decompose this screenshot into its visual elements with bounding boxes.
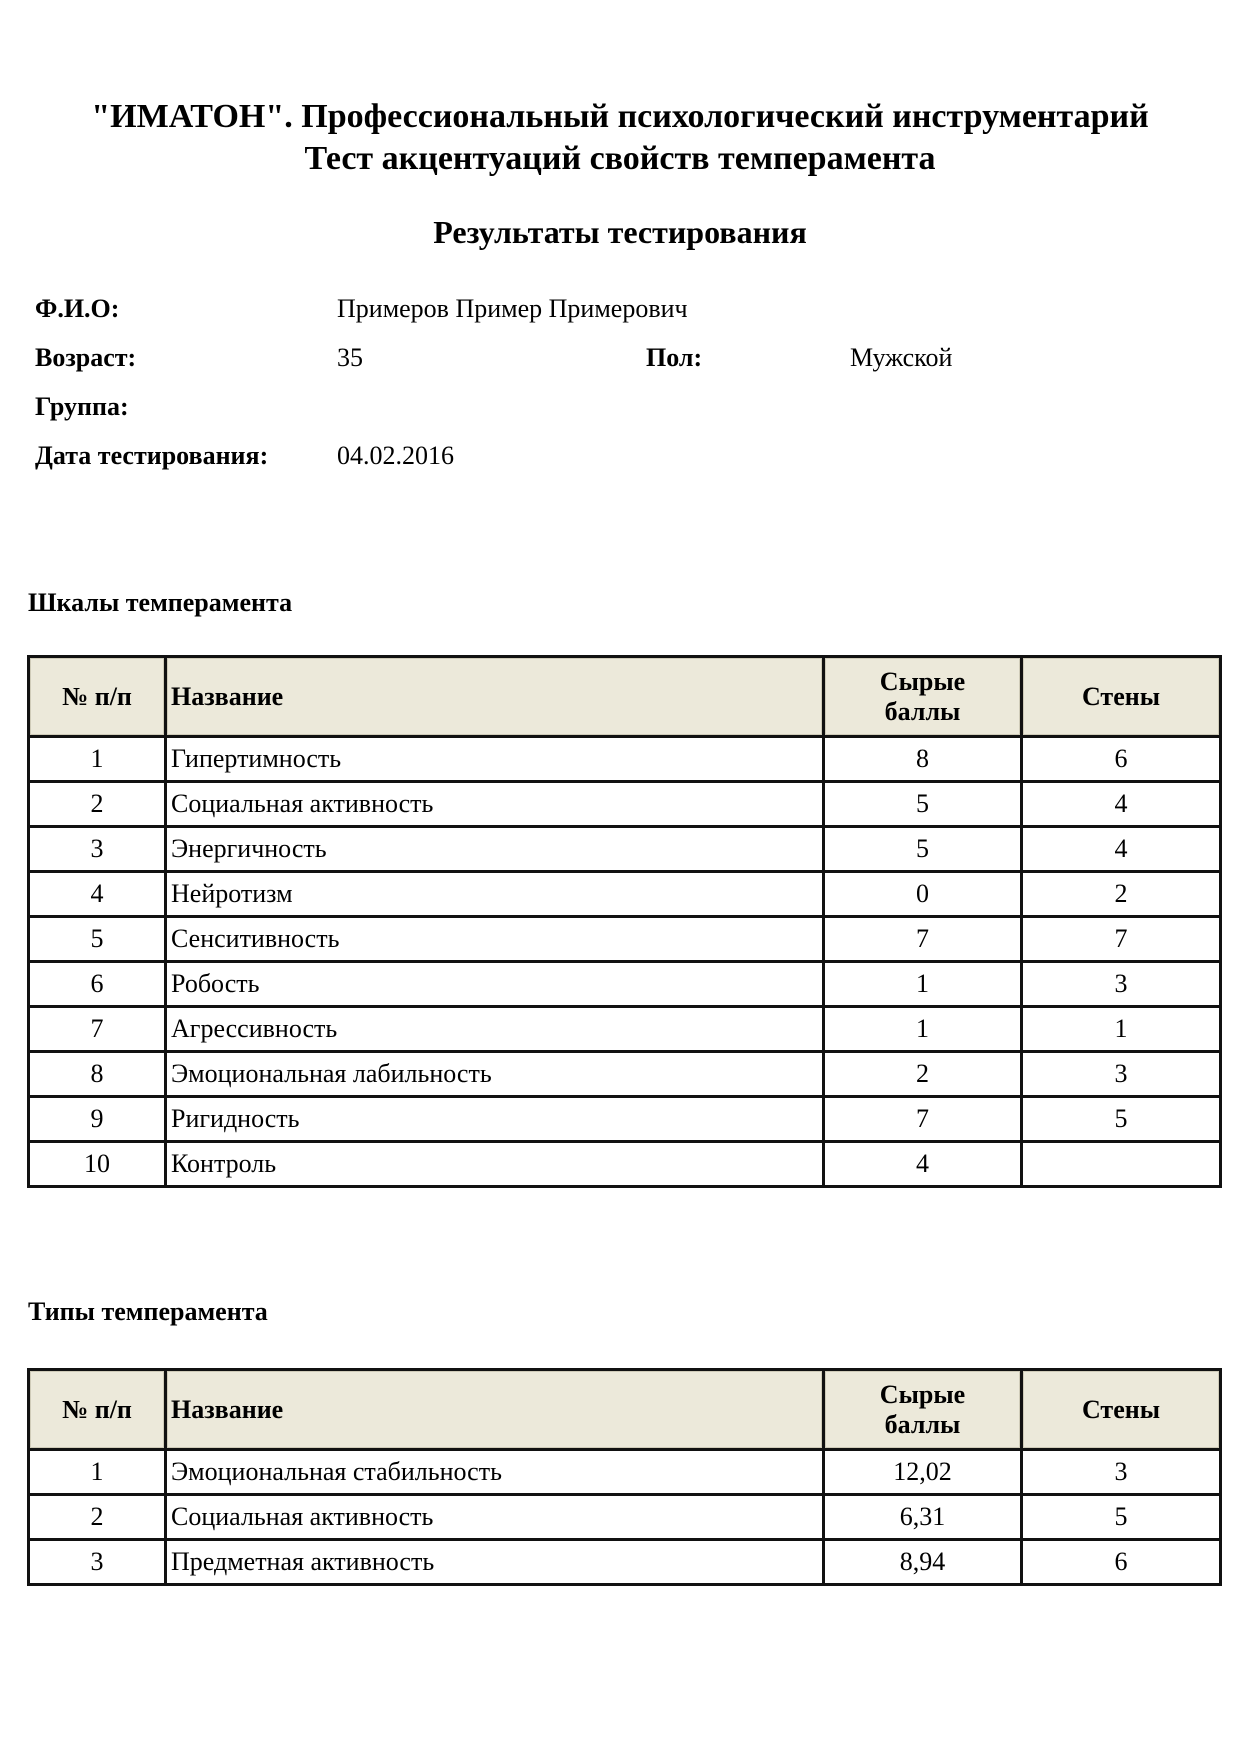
table-row <box>30 1496 1222 1541</box>
cell-sten: 3 <box>1023 963 1222 1008</box>
cell-sten: 1 <box>1023 1008 1222 1053</box>
cell-name: Робость <box>167 963 825 1008</box>
cell-sten: 3 <box>1023 1053 1222 1098</box>
cell-sten: 2 <box>1023 873 1222 918</box>
cell-raw: 4 <box>825 1143 1023 1188</box>
column-header-name: Название <box>167 658 825 738</box>
date-value: 04.02.2016 <box>337 441 454 470</box>
cell-sten <box>1023 1143 1222 1188</box>
cell-raw: 5 <box>825 783 1023 828</box>
scales-table <box>27 655 1222 1188</box>
sex-value: Мужской <box>850 343 953 372</box>
cell-name: Агрессивность <box>167 1008 825 1053</box>
cell-name: Социальная активность <box>167 1496 825 1541</box>
cell-raw: 6,31 <box>825 1496 1023 1541</box>
name-label: Ф.И.О: <box>35 294 120 323</box>
cell-sten: 4 <box>1023 783 1222 828</box>
table-row <box>30 918 1222 963</box>
cell-name: Эмоциональная стабильность <box>167 1451 825 1496</box>
cell-sten: 6 <box>1023 738 1222 783</box>
age-value: 35 <box>337 343 363 372</box>
table-row <box>30 738 1222 783</box>
cell-sten: 7 <box>1023 918 1222 963</box>
cell-num: 2 <box>30 783 167 828</box>
types-table <box>27 1368 1222 1586</box>
cell-num: 9 <box>30 1098 167 1143</box>
cell-name: Нейротизм <box>167 873 825 918</box>
table-row <box>30 1053 1222 1098</box>
column-header-sten: Стены <box>1023 1371 1222 1451</box>
cell-num: 10 <box>30 1143 167 1188</box>
cell-sten: 6 <box>1023 1541 1222 1586</box>
report-title-line1: "ИМАТОН". Профессиональный психологический инструментарий <box>91 98 1149 135</box>
cell-num: 8 <box>30 1053 167 1098</box>
table-row <box>30 1143 1222 1188</box>
column-header-raw: Сырые баллы <box>825 1371 1023 1451</box>
cell-name: Энергичность <box>167 828 825 873</box>
table-row <box>30 828 1222 873</box>
column-header-num: № п/п <box>30 658 167 738</box>
cell-name: Контроль <box>167 1143 825 1188</box>
cell-raw: 12,02 <box>825 1451 1023 1496</box>
name-value: Примеров Пример Примерович <box>337 294 688 323</box>
cell-raw: 5 <box>825 828 1023 873</box>
cell-num: 1 <box>30 1451 167 1496</box>
cell-name: Предметная активность <box>167 1541 825 1586</box>
cell-sten: 3 <box>1023 1451 1222 1496</box>
cell-name: Эмоциональная лабильность <box>167 1053 825 1098</box>
cell-num: 3 <box>30 828 167 873</box>
cell-num: 5 <box>30 918 167 963</box>
types-heading: Типы темперамента <box>28 1297 268 1326</box>
date-label: Дата тестирования: <box>35 441 269 470</box>
report-subtitle: Результаты тестирования <box>433 214 807 250</box>
table-row <box>30 1451 1222 1496</box>
table-header-row <box>30 1371 1222 1451</box>
report-title-line2: Тест акцентуаций свойств темперамента <box>304 140 936 177</box>
cell-raw: 1 <box>825 963 1023 1008</box>
table-row <box>30 1541 1222 1586</box>
cell-raw: 0 <box>825 873 1023 918</box>
table-row <box>30 783 1222 828</box>
cell-raw: 1 <box>825 1008 1023 1053</box>
cell-sten: 4 <box>1023 828 1222 873</box>
cell-name: Сенситивность <box>167 918 825 963</box>
sex-label: Пол: <box>646 343 703 372</box>
cell-num: 3 <box>30 1541 167 1586</box>
table-header-row <box>30 658 1222 738</box>
cell-num: 6 <box>30 963 167 1008</box>
group-label: Группа: <box>35 392 129 421</box>
cell-raw: 7 <box>825 1098 1023 1143</box>
cell-raw: 8,94 <box>825 1541 1023 1586</box>
cell-sten: 5 <box>1023 1496 1222 1541</box>
scales-heading: Шкалы темперамента <box>28 588 293 617</box>
column-header-num: № п/п <box>30 1371 167 1451</box>
cell-num: 2 <box>30 1496 167 1541</box>
cell-num: 1 <box>30 738 167 783</box>
cell-num: 4 <box>30 873 167 918</box>
cell-name: Ригидность <box>167 1098 825 1143</box>
table-row <box>30 963 1222 1008</box>
cell-raw: 7 <box>825 918 1023 963</box>
cell-name: Гипертимность <box>167 738 825 783</box>
cell-name: Социальная активность <box>167 783 825 828</box>
column-header-name: Название <box>167 1371 825 1451</box>
cell-sten: 5 <box>1023 1098 1222 1143</box>
cell-raw: 8 <box>825 738 1023 783</box>
cell-num: 7 <box>30 1008 167 1053</box>
age-label: Возраст: <box>35 343 137 372</box>
cell-raw: 2 <box>825 1053 1023 1098</box>
table-row <box>30 873 1222 918</box>
table-row <box>30 1008 1222 1053</box>
column-header-sten: Стены <box>1023 658 1222 738</box>
column-header-raw: Сырые баллы <box>825 658 1023 738</box>
table-row <box>30 1098 1222 1143</box>
